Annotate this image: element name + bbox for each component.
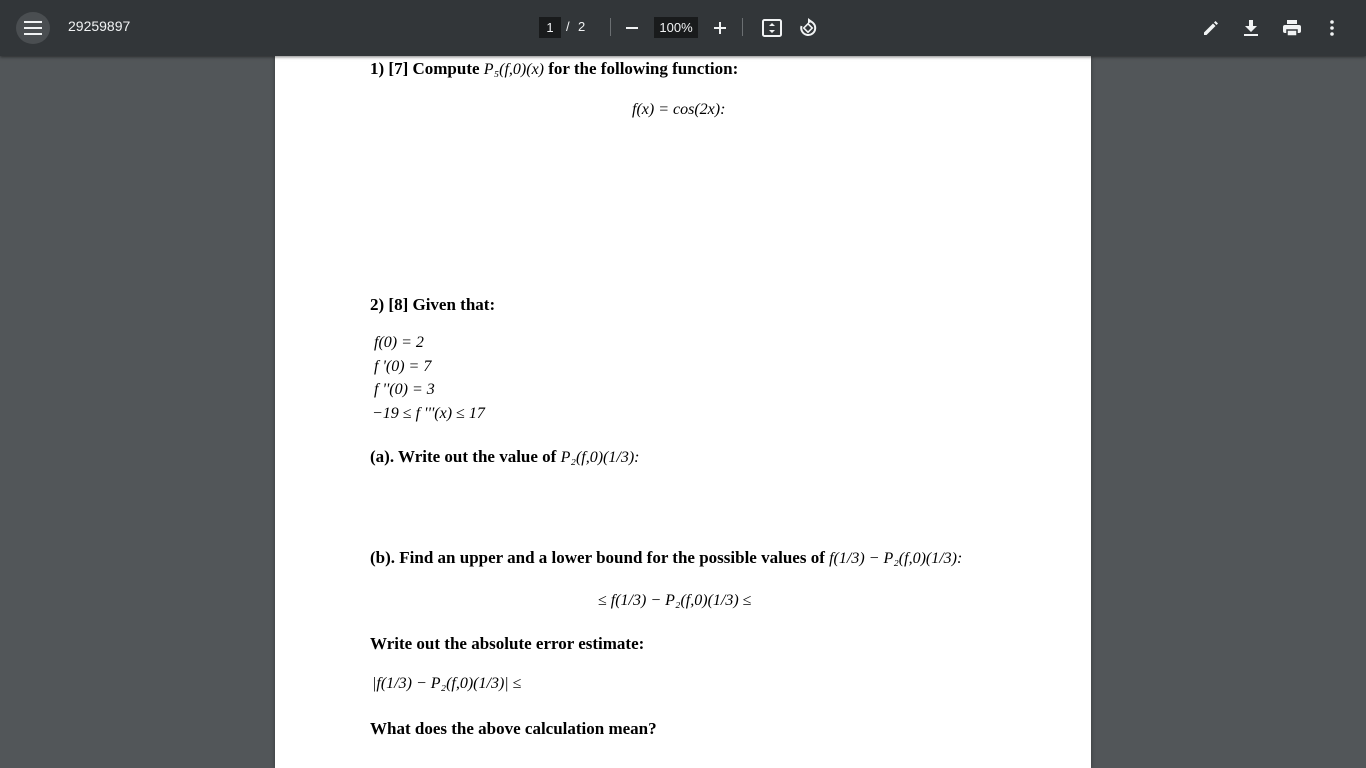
page-number-input[interactable]: 1 bbox=[539, 17, 561, 38]
absolute-error-heading: Write out the absolute error estimate: bbox=[370, 634, 645, 653]
part-b-prefix: (b). Find an upper and a lower bound for the possible values of bbox=[370, 548, 825, 567]
question-1-math: P₅(f,0)(x) bbox=[483, 61, 544, 78]
toolbar-divider bbox=[610, 18, 611, 36]
question-1-prefix: 1) [7] Compute bbox=[370, 59, 480, 78]
bound-expression: ≤ f(1/3) − P₂(f,0)(1/3) ≤ bbox=[598, 592, 752, 609]
part-b-question bbox=[370, 548, 962, 568]
zoom-in-button[interactable] bbox=[708, 16, 732, 40]
given-f1: f '(0) = 7 bbox=[374, 358, 432, 375]
given-f3-bound: −19 ≤ f '''(x) ≤ 17 bbox=[372, 405, 485, 422]
question-2-heading: 2) [8] Given that: bbox=[370, 295, 496, 314]
given-f2: f ''(0) = 3 bbox=[374, 381, 435, 398]
document-title: 29259897 bbox=[68, 18, 131, 34]
fit-page-button[interactable] bbox=[760, 16, 784, 40]
rotate-button[interactable] bbox=[796, 16, 820, 40]
download-icon bbox=[1243, 19, 1259, 37]
rotate-icon bbox=[798, 18, 818, 38]
more-vert-icon bbox=[1330, 20, 1334, 36]
fit-page-icon bbox=[762, 19, 782, 37]
question-1-heading bbox=[370, 59, 738, 79]
zoom-out-button[interactable] bbox=[620, 16, 644, 40]
more-options-button[interactable] bbox=[1320, 16, 1344, 40]
meaning-question: What does the above calculation mean? bbox=[370, 719, 657, 738]
question-1-suffix: for the following function: bbox=[548, 59, 739, 78]
part-a-prefix: (a). Write out the value of bbox=[370, 447, 557, 466]
pdf-page bbox=[275, 56, 1091, 768]
part-a-question bbox=[370, 447, 639, 467]
menu-button[interactable] bbox=[16, 12, 50, 44]
page-total: 2 bbox=[578, 19, 586, 34]
print-icon bbox=[1282, 19, 1302, 37]
zoom-in-icon bbox=[713, 21, 727, 35]
print-button[interactable] bbox=[1280, 16, 1304, 40]
question-1-function: f(x) = cos(2x): bbox=[632, 101, 726, 118]
given-f0: f(0) = 2 bbox=[374, 334, 424, 351]
menu-icon bbox=[24, 21, 42, 35]
pdf-toolbar bbox=[0, 0, 1366, 56]
download-button[interactable] bbox=[1239, 16, 1263, 40]
toolbar-divider bbox=[742, 18, 743, 36]
part-a-math: P₂(f,0)(1/3): bbox=[560, 449, 640, 466]
zoom-out-icon bbox=[625, 21, 639, 35]
annotate-button[interactable] bbox=[1199, 16, 1223, 40]
page-separator: / bbox=[566, 19, 570, 34]
zoom-level-input[interactable]: 100% bbox=[654, 17, 698, 38]
part-b-math: f(1/3) − P₂(f,0)(1/3): bbox=[829, 550, 963, 567]
pen-icon bbox=[1202, 19, 1220, 37]
absolute-error-expression: |f(1/3) − P₂(f,0)(1/3)| ≤ bbox=[372, 675, 522, 692]
